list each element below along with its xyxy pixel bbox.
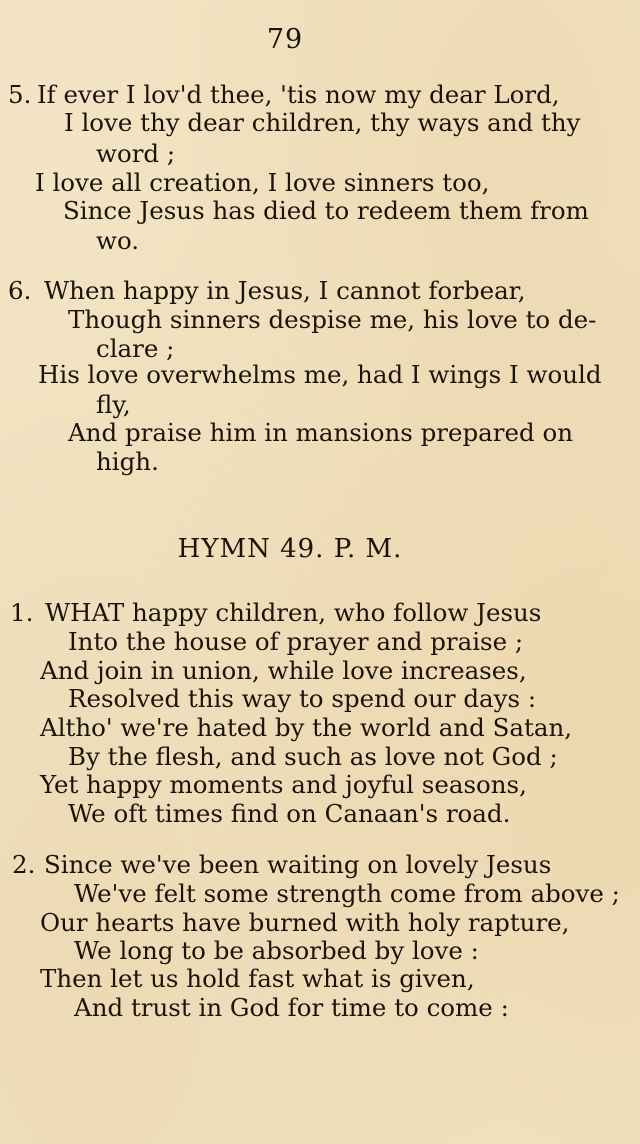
stanza-number: 1. — [10, 598, 34, 627]
verse-line: Into the house of prayer and praise ; — [68, 627, 524, 656]
verse-line: I love thy dear children, thy ways and thy — [64, 108, 581, 137]
verse-line: word ; — [96, 139, 176, 168]
verse-line: Resolved this way to spend our days : — [68, 684, 537, 713]
verse-line: We long to be absorbed by love : — [74, 936, 479, 965]
verse-line: Our hearts have burned with holy rapture, — [40, 908, 570, 937]
verse-line: And praise him in mansions prepared on — [68, 418, 573, 447]
verse-line: If ever I lov'd thee, 'tis now my dear Lord, — [37, 80, 560, 109]
hymn-heading: HYMN 49. P. M. — [177, 534, 403, 564]
verse-line: By the flesh, and such as love not God ; — [68, 742, 558, 771]
verse-line: high. — [96, 447, 159, 476]
stanza-number: 2. — [12, 850, 36, 879]
verse-line: Then let us hold fast what is given, — [40, 964, 475, 993]
verse-line: His love overwhelms me, had I wings I would — [38, 360, 602, 389]
verse-line: WHAT happy children, who follow Jesus — [45, 598, 542, 627]
verse-line: Altho' we're hated by the world and Satan, — [40, 713, 573, 742]
verse-line: Though sinners despise me, his love to de- — [68, 305, 597, 334]
verse-line: fly, — [96, 390, 131, 419]
stanza-number: 6. — [8, 276, 32, 305]
verse-line: clare ; — [96, 334, 175, 363]
verse-line: I love all creation, I love sinners too, — [35, 168, 490, 197]
verse-line: When happy in Jesus, I cannot forbear, — [44, 276, 526, 305]
verse-line: And trust in God for time to come : — [74, 993, 509, 1022]
page-number: 79 — [266, 24, 304, 55]
verse-line: Since we've been waiting on lovely Jesus — [44, 850, 552, 879]
verse-line: Since Jesus has died to redeem them from — [63, 196, 589, 225]
stanza-number: 5. — [8, 80, 32, 109]
verse-line: wo. — [96, 226, 140, 255]
verse-line: We oft times find on Canaan's road. — [68, 799, 511, 828]
verse-line: We've felt some strength come from above ; — [74, 879, 620, 908]
verse-line: And join in union, while love increases, — [40, 656, 527, 685]
verse-line: Yet happy moments and joyful seasons, — [40, 770, 527, 799]
